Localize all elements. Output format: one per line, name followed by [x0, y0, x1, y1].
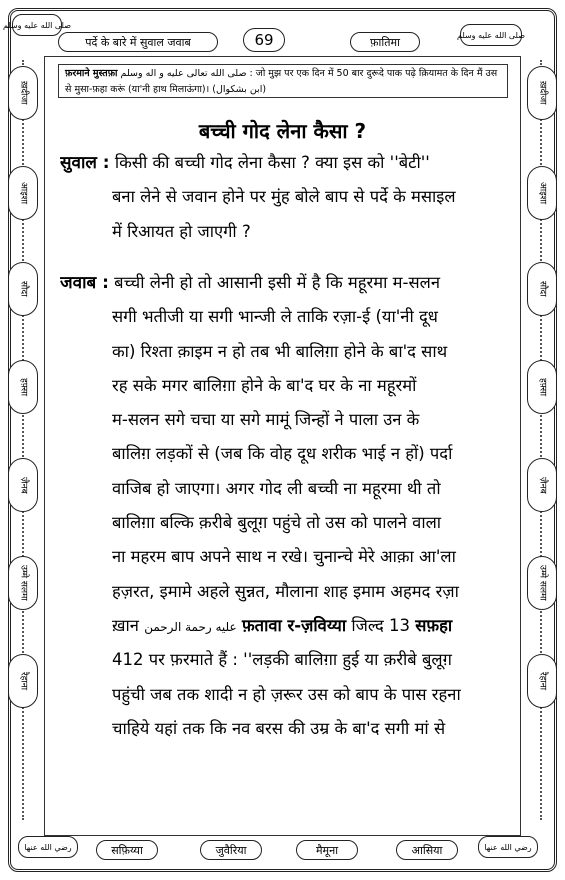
answer-line: पहुंची जब तक शादी न हो ज़रूर उस को बाप के पास रहना: [112, 684, 461, 704]
page-number: 69: [243, 28, 285, 52]
answer-line: का) रिश्ता क़ाइम न हो तब भी बालिग़ा होने के बा'द साथ: [112, 341, 448, 361]
answer-line: ना महरम बाप अपने साथ न रखे। चुनान्चे मेरे आक़ा आ'ला: [112, 547, 456, 567]
hadith-box: [58, 64, 508, 98]
left-medallion: ज़ैनब: [8, 458, 38, 512]
answer-line: म-सलन सगे चचा या सगे मामूं जिन्हों ने पाला उन के: [112, 410, 420, 430]
answer-line: 412 पर फ़रमाते हैं : ''लड़की बालिग़ा हुई या क़रीबे बुलूग़: [112, 650, 452, 670]
hadith-lead: फ़रमाने मुस्तफ़ा: [65, 68, 118, 79]
answer-line: बालिग़ लड़कों से (जब कि वोह दूध शरीक भाई न हों) पर्दा: [112, 444, 453, 464]
right-medallion: हफ़्सा: [527, 360, 557, 414]
header-right-tab: फ़ातिमा: [350, 32, 420, 52]
left-medallion: उम्मे सलमा: [8, 556, 38, 610]
footer-tab: मैमूना: [296, 840, 358, 860]
footer-tab: सफ़िय्या: [96, 840, 158, 860]
question-label: सुवाल :: [60, 153, 110, 173]
answer-line-with-citation: [60, 609, 510, 643]
footer-tab: जुवैरिया: [200, 840, 262, 860]
hadith-text-line-1: : जो मुझ पर एक दिन में 50 बार दुरूदे पाक पढ़े क़ियामत के दिन मैं उस: [249, 68, 498, 79]
answer-line: चाहिये यहां तक कि नव बरस की उम्र के बा'द सगी मां से: [112, 718, 446, 738]
fatawa-title: फ़तावा र-ज़विय्या: [241, 615, 347, 635]
arabic-honorific: عليه رحمة الرحمن: [144, 619, 237, 634]
book-title-tab: पर्दे के बारे में सुवाल जवाब: [58, 32, 218, 52]
corner-medallion-bottom-right: رضي الله عنها: [478, 836, 538, 858]
question-block: [60, 146, 510, 249]
jild-number: जिल्द 13: [351, 615, 410, 635]
left-medallion: हफ़्सा: [8, 360, 38, 414]
answer-label: जवाब :: [60, 273, 109, 293]
question-line: में रिआयत हो जाएगी ?: [112, 221, 251, 241]
question-line: बना लेने से जवान होने पर मुंह बोले बाप से पर्दे के मसाइल: [112, 187, 456, 207]
right-medallion: आइशा: [527, 166, 557, 220]
answer-line: सगी भतीजी या सगी भान्जी ले ताकि रज़ा-ई (या'नी दूध: [112, 307, 438, 327]
right-medallion: ज़ैनब: [527, 458, 557, 512]
footer-tab: आसिया: [396, 840, 458, 860]
right-medallion: रैहाना: [527, 654, 557, 708]
right-medallion: सौदा: [527, 262, 557, 316]
right-medallion: ख़दीजा: [527, 66, 557, 120]
answer-line: बालिग़ा बल्कि क़रीबे बुलूग़ पहुंचे तो उस को पालने वाला: [112, 513, 442, 533]
answer-block: [60, 266, 510, 746]
left-medallion: रैहाना: [8, 654, 38, 708]
hadith-source: (ابن بشكوال): [212, 84, 267, 95]
answer-line: वाजिब हो जाएगा। अगर गोद ली बच्ची ना महूरमा थी तो: [112, 478, 441, 498]
answer-line: रह सके मगर बालिग़ा होने के बा'द घर के ना महूरमों: [112, 375, 417, 395]
corner-medallion-top-right: صلى الله عليه وسلم: [460, 24, 522, 46]
answer-line: बच्ची लेनी हो तो आसानी इसी में है कि महूरमा म-सलन: [114, 273, 440, 292]
question-line: किसी की बच्ची गोद लेना कैसा ? क्या इस को ''बेटी'': [114, 153, 430, 172]
left-medallion: ख़दीजा: [8, 66, 38, 120]
hadith-text-line-2: से मुसा-फ़हा करूं (या'नी हाथ मिलाऊंगा)।: [65, 84, 210, 95]
answer-line: हज़रत, इमामे अहले सुन्नत, मौलाना शाह इमाम अहमद रज़ा: [112, 581, 459, 601]
page-title: बच्ची गोद लेना कैसा ?: [198, 119, 367, 143]
corner-medallion-top-left: صلى الله عليه وسلم: [12, 14, 62, 36]
corner-medallion-bottom-left: رضي الله عنها: [18, 836, 78, 858]
safha-label: सफ़हा: [415, 615, 453, 635]
right-medallion: उम्मे सलमा: [527, 556, 557, 610]
left-medallion: आइशा: [8, 166, 38, 220]
left-medallion: सौदा: [8, 262, 38, 316]
hadith-salutation: صلى الله تعالى عليه و اله وسلم: [120, 68, 247, 79]
khan-word: ख़ान: [112, 615, 139, 635]
